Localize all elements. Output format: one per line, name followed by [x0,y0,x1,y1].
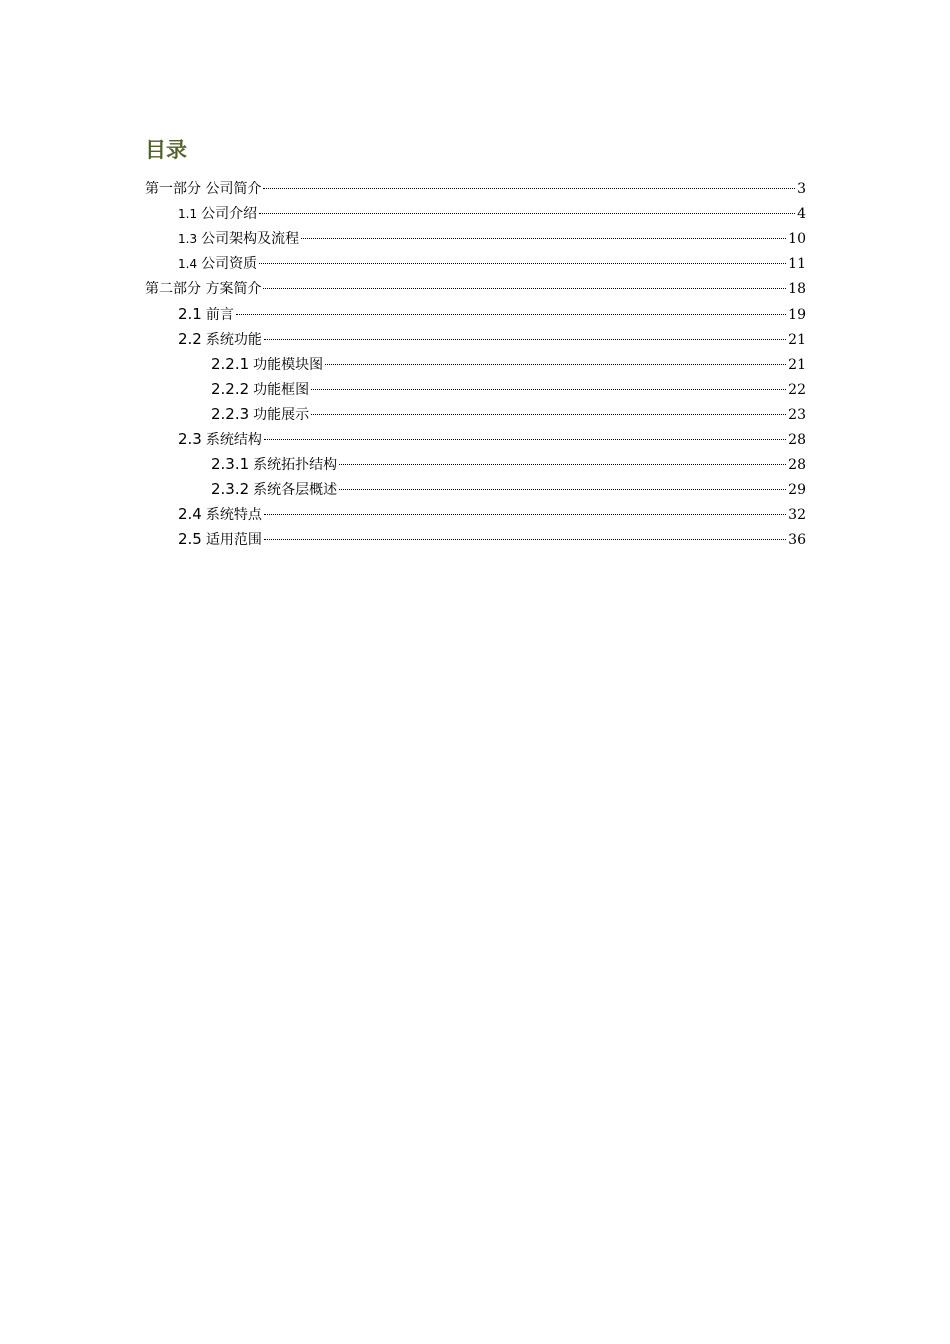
dot-leader [339,464,786,465]
dot-leader [264,439,786,440]
toc-entry-number: 2.1 [178,305,202,323]
toc-entry-page: 29 [788,482,806,498]
toc-entry-page: 36 [788,532,806,548]
toc-entry[interactable] [178,327,806,352]
toc-entry-page: 18 [788,281,806,297]
toc-entry-text: 系统结构 [205,432,262,448]
toc-entry-number: 2.2.1 [211,355,250,373]
toc-entry-number: 1.3 [178,232,198,246]
toc-entry-text: 适用范围 [205,532,262,548]
toc-entry-page: 4 [797,206,806,222]
dot-leader [259,213,795,214]
toc-entry[interactable] [145,177,806,202]
toc-entry-page: 21 [788,332,806,348]
toc-entry-text: 功能框图 [253,382,310,398]
toc-entry-page: 10 [788,231,806,247]
dot-leader [311,414,786,415]
toc-entry-page: 23 [788,407,806,423]
toc-entry[interactable] [211,452,806,477]
toc-entry-text: 第一部分 公司简介 [145,181,262,197]
toc-entry[interactable] [178,227,806,252]
toc-entry-page: 3 [797,181,806,197]
toc-entry-page: 11 [788,256,806,272]
dot-leader [311,389,786,390]
dot-leader [236,314,786,315]
toc-entry[interactable] [178,527,806,552]
toc-entry[interactable] [178,202,806,227]
toc-entry-page: 32 [788,507,806,523]
toc-entry-number: 2.3 [178,430,202,448]
toc-entry-text: 公司介绍 [201,206,258,222]
toc-entry-number: 2.2 [178,330,202,348]
dot-leader [339,489,786,490]
toc-entry-text: 功能模块图 [253,357,324,373]
dot-leader [263,188,795,189]
toc-entry-page: 19 [788,307,806,323]
toc-entry[interactable] [211,402,806,427]
toc-entry-number: 2.2.3 [211,405,250,423]
toc-entry[interactable] [178,302,806,327]
toc-entry[interactable] [211,377,806,402]
toc-entry-text: 系统拓扑结构 [253,457,338,473]
toc-entry-page: 21 [788,357,806,373]
toc-entry[interactable] [145,277,806,302]
toc-entry[interactable] [178,252,806,277]
toc-entry-page: 22 [788,382,806,398]
dot-leader [264,514,786,515]
dot-leader [264,339,786,340]
toc-entry-text: 前言 [205,307,234,323]
toc-entry[interactable] [178,502,806,527]
toc-entry-number: 2.4 [178,505,202,523]
toc-entry-text: 系统特点 [205,507,262,523]
dot-leader [264,539,786,540]
toc-entry-number: 2.2.2 [211,380,250,398]
toc-entry[interactable] [211,477,806,502]
dot-leader [325,364,786,365]
dot-leader [259,263,786,264]
toc-entry[interactable] [178,427,806,452]
toc-entry-number: 1.1 [178,207,198,221]
toc-entry-page: 28 [788,432,806,448]
toc-entry-number: 2.5 [178,530,202,548]
toc-entry[interactable] [211,352,806,377]
toc-entry-page: 28 [788,457,806,473]
dot-leader [263,288,786,289]
toc-entry-text: 功能展示 [253,407,310,423]
toc-entry-text: 系统各层概述 [253,482,338,498]
toc-entry-text: 公司资质 [201,256,258,272]
toc-entry-number: 2.3.2 [211,480,250,498]
toc-entry-number: 1.4 [178,257,198,271]
toc-entry-text: 第二部分 方案简介 [145,281,262,297]
toc-entry-number: 2.3.1 [211,455,250,473]
toc-title: 目录 [145,138,187,162]
dot-leader [301,238,786,239]
toc-entry-text: 公司架构及流程 [201,231,300,247]
toc-entry-text: 系统功能 [205,332,262,348]
